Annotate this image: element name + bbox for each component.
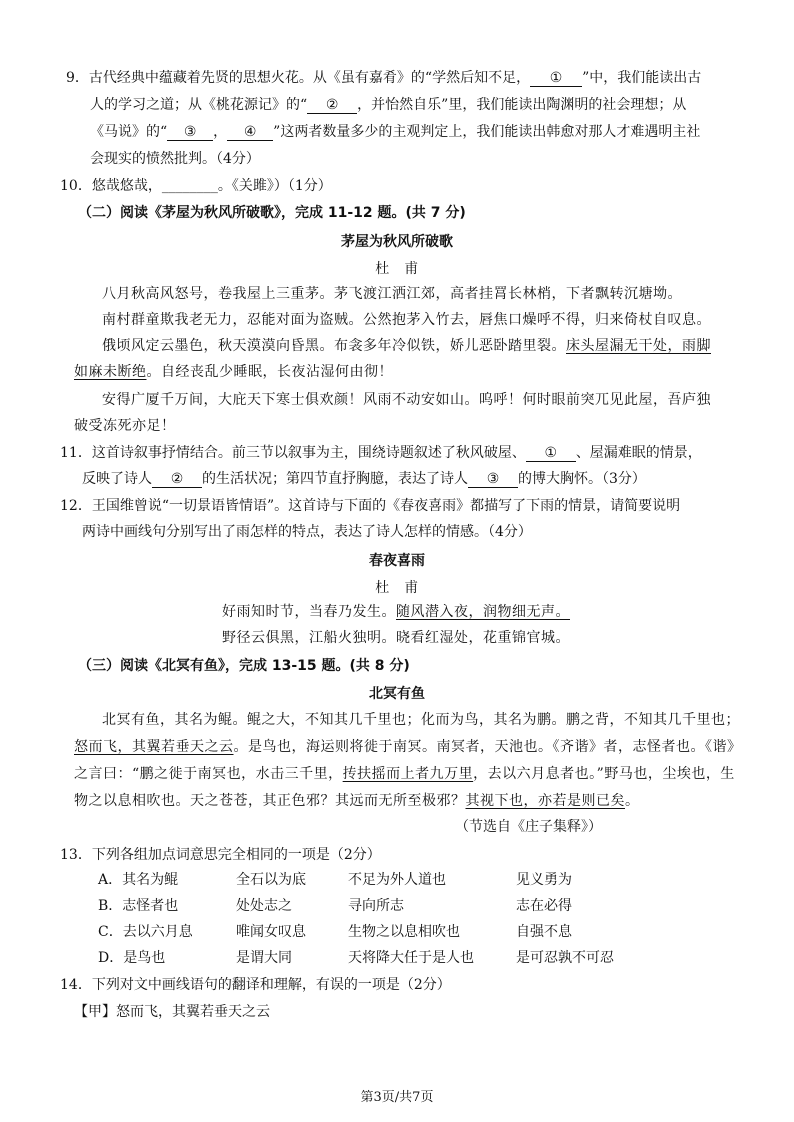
q9-line1 (66, 68, 701, 88)
underlined-text: 随风潜入夜，润物细无声。 (396, 604, 570, 620)
q10 (60, 176, 332, 196)
q13-c-2: 唯闻女叹息 (236, 924, 306, 940)
passage-p3 (74, 764, 735, 784)
poem1-p2: 南村群童欺我老无力，忍能对面为盗贼。公然抱茅入竹去，唇焦口燥呼不得，归来倚杖自叹息。 (102, 312, 711, 328)
underlined-text: 床头屋漏无干处，雨脚 (566, 338, 711, 354)
section2-heading: （二）阅读《茅屋为秋风所破歌》，完成 11-12 题。(共 7 分) (78, 205, 466, 221)
q13-option-c (98, 922, 193, 942)
q9-line4 (90, 149, 260, 169)
text: 的生活状况；第四节直抒胸臆，表达了诗人 (202, 471, 468, 487)
text: 10．悠哉悠哉， (60, 178, 162, 194)
q13-d-4: 是可忍孰不可忍 (516, 950, 614, 966)
q13-option-a (98, 870, 178, 890)
passage-source: （节选自《庄子集释》） (455, 819, 602, 835)
q9-line2 (90, 95, 686, 115)
underlined-text: 怒而飞，其翼若垂天之云 (74, 739, 234, 755)
blank-1: ① (530, 70, 582, 87)
text: 的博大胸怀。（3分） (518, 471, 646, 487)
q13-c-3: 生物之以息相吹也 (348, 924, 460, 940)
option-label: D．是鸟也 (98, 950, 166, 966)
blank-2: ② (307, 97, 357, 114)
blank-1: ① (526, 445, 576, 462)
text: ”这两者数量多少的主观判定上，我们能读出韩愈对那人才难遇明主社 (273, 124, 701, 140)
poem1-title: 茅屋为秋风所破歌 (341, 234, 453, 250)
text: 人的学习之道；从《桃花源记》的“ (90, 97, 308, 113)
poem1-author: 杜 甫 (375, 261, 419, 277)
option-label: C．去以六月息 (98, 924, 193, 940)
poem1-p3 (102, 336, 711, 356)
option-label: B．志怪者也 (98, 898, 179, 914)
text: 物之以息相吹也。天之苍苍，其正色邪？其远而无所至极邪？ (74, 793, 466, 809)
q11-line1 (60, 443, 702, 463)
text: 会现实的愤然批判。（4分） (90, 151, 260, 167)
q13-c-4: 自强不息 (516, 924, 572, 940)
text: 。自经丧乱少睡眠，长夜沾湿何由彻！ (146, 364, 393, 380)
text: ”中，我们能读出古 (582, 70, 702, 86)
text: 之言曰：“鹏之徙于南冥也，水击三千里， (74, 766, 343, 782)
q14-item-jia: 【甲】怒而飞，其翼若垂天之云 (74, 1004, 270, 1020)
poem1-p4: 安得广厦千万间，大庇天下寒士俱欢颜！风雨不动安如山。呜呼！何时眼前突兀见此屋，吾庐独 (102, 392, 711, 408)
blank-4: ④ (227, 124, 273, 141)
poem1-p1: 八月秋高风怒号，卷我屋上三重茅。茅飞渡江洒江郊，高者挂罥长林梢，下者飘转沉塘坳。 (102, 286, 682, 302)
page-footer: 第3页/共7页 (360, 1090, 434, 1105)
q13-b-2: 处处志之 (236, 898, 292, 914)
text: 9．古代经典中蕴藏着先贤的思想火花。从《虽有嘉肴》的“学然后知不足， (66, 70, 531, 86)
q9-line3 (90, 122, 700, 142)
text: ， (213, 124, 228, 140)
poem1-p4-cont: 破受冻死亦足！ (74, 418, 176, 434)
q12-line2: 两诗中画线句分别写出了雨怎样的特点，表达了诗人怎样的情感。（4分） (82, 524, 532, 540)
q13-a-3: 不足为外人道也 (348, 872, 446, 888)
q13-option-d (98, 948, 165, 968)
text: 。《关雎》）（1分） (217, 178, 332, 194)
q13-b-3: 寻向所志 (348, 898, 404, 914)
text: 11．这首诗叙事抒情结合。前三节以叙事为主，围绕诗题叙述了秋风破屋、 (60, 445, 526, 461)
q11-line2 (82, 469, 646, 489)
underlined-text: 抟扶摇而上者九万里 (342, 766, 474, 782)
underlined-text: 其视下也，亦若是则已矣 (465, 793, 625, 809)
q13-option-b (98, 896, 178, 916)
blank-3: ③ (167, 124, 213, 141)
passage-p4 (74, 791, 640, 811)
text: 俄顷风定云墨色，秋天漠漠向昏黑。布衾多年冷似铁，娇儿恶卧踏里裂。 (102, 338, 566, 354)
q13-b-4: 志在必得 (516, 898, 572, 914)
section3-heading: （三）阅读《北冥有鱼》，完成 13-15 题。(共 8 分) (78, 658, 410, 674)
q12-line1: 12．王国维曾说“一切景语皆情语”。这首诗与下面的《春夜喜雨》都描写了下雨的情景，请简要说明 (60, 498, 681, 514)
q13-d-3: 天将降大任于是人也 (348, 950, 474, 966)
poem2-line2: 野径云俱黑，江船火独明。晓看红湿处，花重锦官城。 (222, 630, 570, 646)
text: 好雨知时节，当春乃发生。 (222, 604, 396, 620)
option-label: A．其名为鲲 (98, 872, 179, 888)
text: 。是鸟也，海运则将徙于南冥。南冥者，天池也。《齐谐》者，志怪者也。《谐》 (233, 739, 742, 755)
text: ，去以六月息者也。”野马也，尘埃也，生 (473, 766, 735, 782)
passage-p2 (74, 737, 742, 757)
q13-d-2: 是谓大同 (236, 950, 292, 966)
poem2-author: 杜 甫 (375, 580, 419, 596)
q13-stem: 13．下列各组加点词意思完全相同的一项是（2分） (60, 847, 381, 863)
text: 反映了诗人 (82, 471, 152, 487)
blank-2: ② (152, 471, 202, 488)
passage-p1: 北冥有鱼，其名为鲲。鲲之大，不知其几千里也；化而为鸟，其名为鹏。鹏之背，不知其几千里也； (102, 712, 740, 728)
q14-stem: 14．下列对文中画线语句的翻译和理解，有误的一项是（2分） (60, 977, 451, 993)
text: 《马说》的“ (90, 124, 168, 140)
blank-3: ③ (468, 471, 518, 488)
poem1-p3-cont (74, 362, 393, 382)
q13-a-2: 全石以为底 (236, 872, 306, 888)
underlined-text: 如麻未断绝 (74, 364, 147, 380)
text: ，并怡然自乐”里，我们能读出陶渊明的社会理想；从 (357, 97, 687, 113)
text: 。 (625, 793, 640, 809)
poem2-line1 (222, 602, 570, 622)
blank: ________ (161, 178, 218, 194)
q13-a-4: 见义勇为 (516, 872, 572, 888)
text: 、屋漏难眠的情景， (575, 445, 702, 461)
poem2-title: 春夜喜雨 (369, 553, 425, 569)
passage-title: 北冥有鱼 (369, 686, 425, 702)
